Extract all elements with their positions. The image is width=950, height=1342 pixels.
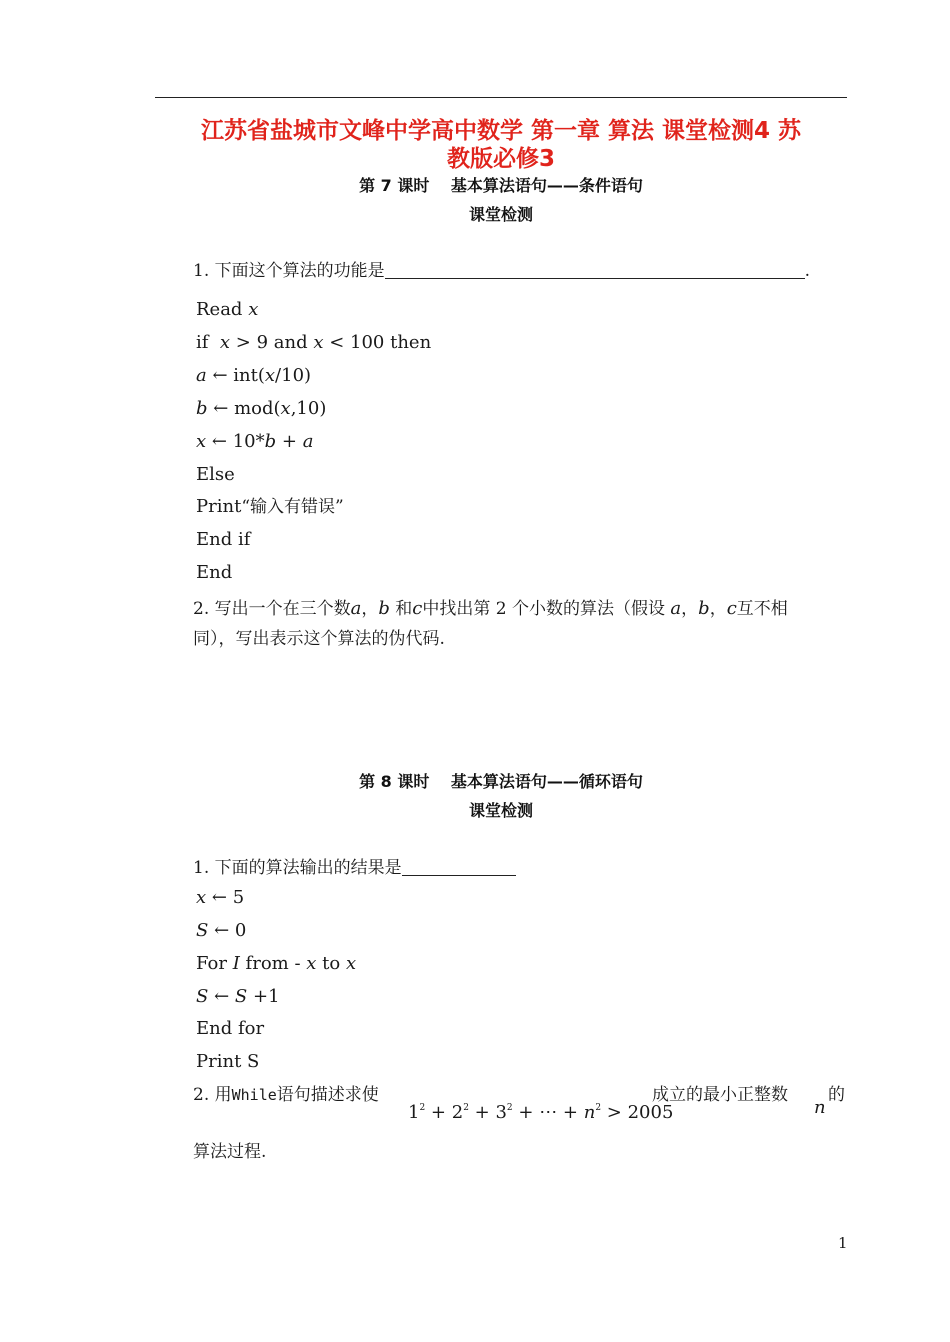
code-line-endfor: End for bbox=[196, 1018, 265, 1039]
var-x: x bbox=[196, 887, 207, 908]
question2-text-c: 互不相 bbox=[736, 599, 788, 619]
var-a: a bbox=[302, 431, 314, 452]
answer-blank bbox=[402, 857, 516, 876]
question1-text: 1. 下面的算法输出的结果是 bbox=[193, 858, 402, 878]
x-init-expr: ← 5 bbox=[211, 887, 245, 908]
code-line-if bbox=[196, 331, 431, 355]
plus-one: +1 bbox=[252, 986, 280, 1007]
lesson8-question1 bbox=[193, 856, 516, 880]
exponent: 2 bbox=[463, 1103, 469, 1113]
var-n-wrap bbox=[814, 1096, 826, 1120]
document-title-line2: 教版必修3 bbox=[446, 146, 555, 172]
code-line-end: End bbox=[196, 562, 233, 583]
ellipsis-term: + ⋯ + bbox=[518, 1102, 578, 1123]
var-b: b bbox=[196, 398, 208, 419]
lesson7-question2-line1 bbox=[193, 597, 788, 621]
var-x: x bbox=[196, 431, 207, 452]
question1-period: . bbox=[804, 261, 811, 281]
s-init-expr: ← 0 bbox=[214, 920, 247, 941]
assign-arrow: ← bbox=[214, 986, 230, 1007]
var-b: b bbox=[378, 598, 390, 619]
code-line-s-update bbox=[196, 985, 280, 1009]
var-x: x bbox=[219, 332, 231, 353]
var-x: x bbox=[264, 365, 276, 386]
term-3: + 3 bbox=[474, 1102, 507, 1123]
var-x: x bbox=[306, 953, 317, 974]
lesson7-question2-line2: 同），写出表示这个算法的伪代码. bbox=[193, 629, 445, 649]
var-c: c bbox=[726, 598, 737, 619]
question2-text-a: 2. 写出一个在三个数 bbox=[193, 599, 351, 619]
var-x: x bbox=[345, 953, 357, 974]
exponent: 2 bbox=[419, 1103, 426, 1113]
var-s: S bbox=[196, 986, 209, 1007]
var-s: S bbox=[234, 986, 248, 1007]
question2-text-b: 中找出第 2 个小数的算法（假设 bbox=[422, 599, 666, 619]
for-keyword: For bbox=[196, 953, 227, 974]
lesson8-question2-line2: 算法过程. bbox=[193, 1142, 267, 1162]
var-i: I bbox=[232, 953, 240, 974]
var-a: a bbox=[196, 365, 207, 386]
and-text: 和 bbox=[395, 599, 413, 619]
question2-text-b: 语句描述求使 bbox=[276, 1085, 379, 1105]
condition-part2: < 100 then bbox=[329, 332, 432, 353]
answer-blank bbox=[385, 260, 805, 279]
int-expr-start: ← int( bbox=[212, 365, 265, 386]
if-keyword: if bbox=[196, 332, 209, 353]
question2-text-c: 成立的最小正整数 bbox=[652, 1085, 788, 1105]
code-line-b-assign bbox=[196, 397, 326, 421]
code-line-for bbox=[196, 952, 356, 976]
term-n: n bbox=[583, 1102, 596, 1123]
var-b: b bbox=[264, 431, 277, 452]
var-n: n bbox=[814, 1097, 826, 1118]
code-line-print: Print S bbox=[196, 1051, 260, 1072]
code-line-x-assign bbox=[196, 430, 313, 454]
inequality-formula bbox=[408, 1096, 673, 1125]
mod-expr-start: ← mod( bbox=[213, 398, 281, 419]
print-keyword: Print bbox=[196, 496, 242, 517]
var-b: b bbox=[698, 598, 710, 619]
plus-sign: + bbox=[281, 431, 297, 452]
var-a: a bbox=[350, 598, 362, 619]
code-line-read bbox=[196, 298, 258, 322]
separator: ， bbox=[361, 599, 379, 619]
int-expr-end: /10) bbox=[275, 365, 312, 386]
print-message: “输入有错误” bbox=[241, 497, 344, 517]
code-line-print bbox=[196, 495, 344, 519]
var-s: S bbox=[196, 920, 209, 941]
question2-text-a: 2. 用 bbox=[193, 1085, 232, 1105]
to-keyword: to bbox=[322, 953, 341, 974]
question1-text: 1. 下面这个算法的功能是 bbox=[193, 261, 385, 281]
lesson7-heading: 第 7 课时 基本算法语句——条件语句 bbox=[359, 176, 643, 195]
mod-expr-end: ,10) bbox=[290, 398, 327, 419]
var-c: c bbox=[412, 598, 423, 619]
question2-text-d: 的 bbox=[828, 1085, 845, 1105]
lesson7-subheading: 课堂检测 bbox=[468, 205, 533, 224]
var-x: x bbox=[248, 299, 259, 320]
exponent: 2 bbox=[506, 1103, 513, 1113]
header-rule bbox=[155, 97, 847, 98]
lesson8-question2-line1 bbox=[193, 1083, 379, 1107]
term-2: + 2 bbox=[430, 1102, 464, 1123]
exponent: 2 bbox=[595, 1103, 602, 1113]
var-a: a bbox=[670, 598, 682, 619]
lesson8-heading: 第 8 课时 基本算法语句——循环语句 bbox=[359, 772, 643, 791]
code-line-s-init bbox=[196, 919, 246, 943]
separator: ， bbox=[709, 599, 727, 619]
separator: ， bbox=[681, 599, 699, 619]
code-line-x-init bbox=[196, 886, 244, 910]
inequality-rhs: > 2005 bbox=[606, 1102, 674, 1123]
code-line-else: Else bbox=[196, 464, 235, 485]
while-keyword: While bbox=[231, 1086, 277, 1104]
document-title-line1: 江苏省盐城市文峰中学高中数学 第一章 算法 课堂检测4 苏 bbox=[200, 118, 802, 144]
condition-part1: > 9 and bbox=[235, 332, 308, 353]
code-line-endif: End if bbox=[196, 529, 251, 550]
x-assign-expr: ← 10* bbox=[211, 431, 265, 452]
lesson7-question1 bbox=[193, 259, 810, 283]
from-keyword: from - bbox=[245, 953, 301, 974]
read-keyword: Read bbox=[196, 299, 243, 320]
term-1: 1 bbox=[408, 1102, 420, 1123]
var-x: x bbox=[313, 332, 324, 353]
lesson8-question2-tail bbox=[652, 1083, 788, 1107]
lesson8-subheading: 课堂检测 bbox=[468, 801, 533, 820]
page-number: 1 bbox=[838, 1234, 848, 1252]
code-line-a-assign bbox=[196, 364, 311, 388]
var-x: x bbox=[280, 398, 291, 419]
